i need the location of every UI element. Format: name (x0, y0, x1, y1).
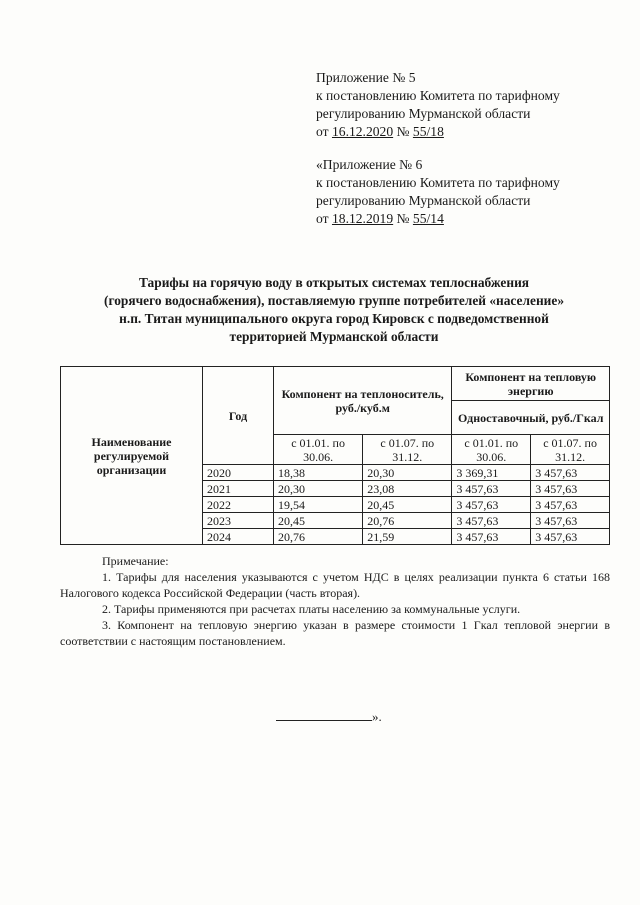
carrier-h1-cell: 18,38 (274, 465, 363, 481)
appendix-number: 55/18 (412, 124, 444, 139)
appendix-reference: к постановлению Комитета по тарифному (316, 88, 560, 103)
appendix-header-previous (316, 156, 616, 228)
carrier-h1-cell: 19,54 (274, 497, 363, 513)
carrier-h1-cell: 20,45 (274, 513, 363, 529)
year-cell: 2021 (203, 481, 274, 497)
carrier-h2-cell: 20,76 (363, 513, 452, 529)
appendix-number: 55/14 (412, 211, 444, 226)
appendix-title: «Приложение № 6 (316, 157, 423, 172)
header-carrier: Компонент на теплоноситель, руб./куб.м (274, 367, 452, 435)
note-item: 2. Тарифы применяются при расчетах платы населению за коммунальные услуги. (102, 602, 521, 616)
appendix-date: 16.12.2020 (331, 124, 394, 139)
document-title (60, 274, 608, 346)
appendix-date: 18.12.2019 (331, 211, 394, 226)
year-cell: 2020 (203, 465, 274, 481)
header-org: Наименование регулируемой организации (61, 367, 203, 545)
header-period: с 01.01. по 30.06. (274, 435, 363, 465)
header-period: с 01.07. по 31.12. (531, 435, 610, 465)
energy-h1-cell: 3 457,63 (452, 529, 531, 545)
closing-quote: ». (372, 709, 382, 724)
carrier-h2-cell: 23,08 (363, 481, 452, 497)
header-energy: Компонент на тепловую энергию (452, 367, 610, 401)
year-cell: 2023 (203, 513, 274, 529)
appendix-reference: регулированию Мурманской области (316, 193, 531, 208)
header-year: Год (203, 367, 274, 465)
energy-h2-cell: 3 457,63 (531, 513, 610, 529)
carrier-h1-cell: 20,30 (274, 481, 363, 497)
energy-h2-cell: 3 457,63 (531, 465, 610, 481)
date-prefix: от (316, 211, 332, 226)
tariff-table (60, 366, 610, 545)
appendix-title: Приложение № 5 (316, 70, 416, 85)
energy-h1-cell: 3 369,31 (452, 465, 531, 481)
carrier-h1-cell: 20,76 (274, 529, 363, 545)
title-line: Тарифы на горячую воду в открытых системах теплоснабжения (138, 275, 530, 290)
energy-h2-cell: 3 457,63 (531, 481, 610, 497)
signature-line (276, 720, 372, 721)
title-line: (горячего водоснабжения), поставляемую группе потребителей «население» (103, 293, 565, 308)
energy-h1-cell: 3 457,63 (452, 513, 531, 529)
year-cell: 2022 (203, 497, 274, 513)
energy-h2-cell: 3 457,63 (531, 529, 610, 545)
appendix-date-line (316, 123, 616, 141)
notes-heading: Примечание: (102, 554, 169, 568)
appendix-reference: регулированию Мурманской области (316, 106, 531, 121)
title-line: территорией Мурманской области (229, 329, 439, 344)
energy-h1-cell: 3 457,63 (452, 481, 531, 497)
note-item: 1. Тарифы для населения указываются с учетом НДС в целях реализации пункта 6 статьи 168 Налогового кодекса Российской Федерации (часть вторая). (60, 570, 610, 600)
carrier-h2-cell: 21,59 (363, 529, 452, 545)
title-line: н.п. Титан муниципального округа город Кировск с подведомственной (119, 311, 549, 326)
number-sep: № (393, 124, 413, 139)
header-period: с 01.01. по 30.06. (452, 435, 531, 465)
energy-h1-cell: 3 457,63 (452, 497, 531, 513)
year-cell: 2024 (203, 529, 274, 545)
notes-section (60, 553, 610, 649)
appendix-date-line (316, 210, 616, 228)
appendix-header-current (316, 69, 616, 141)
header-period: с 01.07. по 31.12. (363, 435, 452, 465)
closing-mark (276, 709, 382, 725)
header-energy-sub: Одноставочный, руб./Гкал (452, 401, 610, 435)
number-sep: № (393, 211, 413, 226)
carrier-h2-cell: 20,45 (363, 497, 452, 513)
energy-h2-cell: 3 457,63 (531, 497, 610, 513)
carrier-h2-cell: 20,30 (363, 465, 452, 481)
date-prefix: от (316, 124, 332, 139)
appendix-reference: к постановлению Комитета по тарифному (316, 175, 560, 190)
note-item: 3. Компонент на тепловую энергию указан в размере стоимости 1 Гкал тепловой энергии в соответствии с настоящим постановлением. (60, 618, 610, 648)
